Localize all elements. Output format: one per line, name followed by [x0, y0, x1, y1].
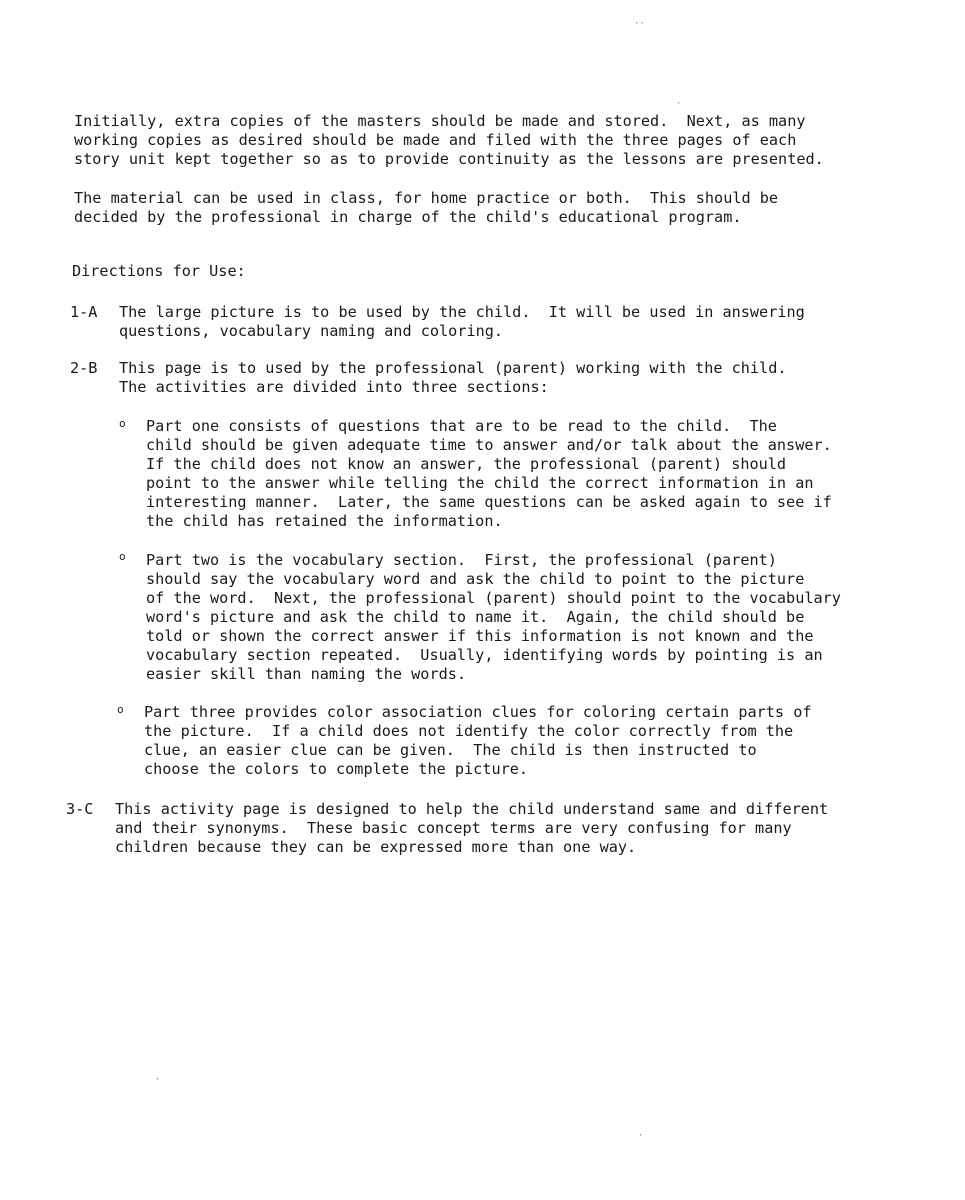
item-label: 1-A	[70, 303, 98, 321]
bullet-icon: o	[119, 550, 126, 563]
bullet-icon: o	[119, 417, 126, 430]
directions-heading: Directions for Use:	[72, 262, 246, 280]
bullet-line: child should be given adequate time to answer and/or talk about the answer.	[146, 436, 832, 454]
bullet-line: word's picture and ask the child to name it. Again, the child should be	[146, 608, 805, 626]
intro-paragraph-2	[74, 189, 874, 227]
bullet-line: clue, an easier clue can be given. The child is then instructed to	[144, 741, 757, 759]
item-line: The large picture is to be used by the child. It will be used in answering	[119, 303, 805, 321]
bullet-line: If the child does not know an answer, the professional (parent) should	[146, 455, 787, 473]
scan-speck: ··	[634, 19, 645, 29]
bullet-line: choose the colors to complete the picture.	[144, 760, 529, 778]
bullet-line: vocabulary section repeated. Usually, identifying words by pointing is an	[146, 646, 823, 664]
intro-p1-line: story unit kept together so as to provide continuity as the lessons are presented.	[74, 150, 824, 168]
bullet-line: Part three provides color association clues for coloring certain parts of	[144, 703, 812, 721]
directions-heading-block	[72, 262, 872, 281]
bullet-line: Part two is the vocabulary section. First, the professional (parent)	[146, 551, 777, 569]
bullet-line: told or shown the correct answer if this information is not known and the	[146, 627, 814, 645]
bullet-icon: o	[117, 703, 124, 716]
intro-p1-line: Initially, extra copies of the masters should be made and stored. Next, as many	[74, 112, 806, 130]
bullet-body	[146, 417, 832, 531]
bullet-line: easier skill than naming the words.	[146, 665, 467, 683]
item-line: This page is to used by the professional (parent) working with the child.	[119, 359, 787, 377]
bullet-line: interesting manner. Later, the same questions can be asked again to see if	[146, 493, 832, 511]
bullet-line: the child has retained the information.	[146, 512, 503, 530]
bullet-line: Part one consists of questions that are to be read to the child. The	[146, 417, 777, 435]
item-line: questions, vocabulary naming and coloring.	[119, 322, 504, 340]
bullet-line: of the word. Next, the professional (parent) should point to the vocabulary	[146, 589, 841, 607]
intro-p1-line: working copies as desired should be made and filed with the three pages of each	[74, 131, 797, 149]
item-line: and their synonyms. These basic concept terms are very confusing for many	[115, 819, 792, 837]
item-line: children because they can be expressed more than one way.	[115, 838, 637, 856]
item-body	[115, 800, 828, 857]
item-body	[119, 303, 805, 341]
item-label: 2-B	[70, 359, 98, 377]
scan-speck: ·	[638, 1131, 644, 1141]
bullet-line: should say the vocabulary word and ask the child to point to the picture	[146, 570, 805, 588]
intro-paragraph-1	[74, 112, 874, 169]
intro-p2-line: The material can be used in class, for home practice or both. This should be	[74, 189, 779, 207]
bullet-line: the picture. If a child does not identify the color correctly from the	[144, 722, 794, 740]
scan-speck: ·	[676, 99, 682, 109]
bullet-line: point to the answer while telling the child the correct information in an	[146, 474, 814, 492]
bullet-body	[144, 703, 812, 779]
item-line: This activity page is designed to help the child understand same and different	[115, 800, 829, 818]
item-label: 3-C	[66, 800, 94, 818]
item-line: The activities are divided into three sections:	[119, 378, 549, 396]
scan-speck: ·	[155, 1075, 161, 1085]
item-body	[119, 359, 787, 397]
intro-p2-line: decided by the professional in charge of the child's educational program.	[74, 208, 742, 226]
bullet-body	[146, 551, 841, 684]
